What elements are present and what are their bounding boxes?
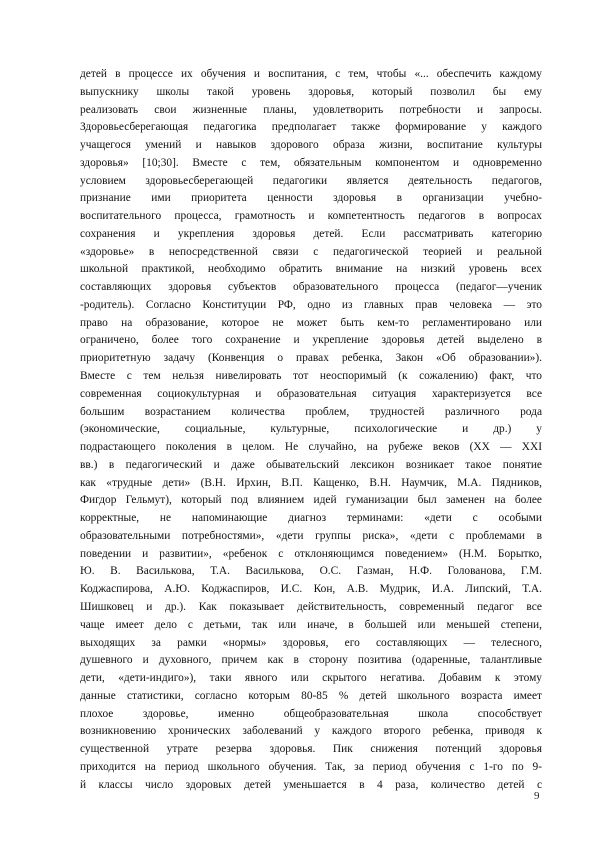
text-line: школьной практикой, необходимо обратить внимание на низкий уровень всех [80,263,542,276]
text-line: существенной утрате резерва здоровья. Пик снижения потенций здоровья [80,743,542,756]
text-line: подрастающего поколения в целом. Не случайно, на рубеже веков (XX — XXI [80,441,542,454]
text-line: современная социокультурная и образовательная ситуация характеризуется все [80,387,542,400]
text-line: воспитательного процесса, грамотность и компетентность педагогов в вопросах [80,210,542,223]
text-line: большим возрастанием количества проблем, трудностей различного рода [80,405,542,418]
body-paragraph [80,66,542,794]
text-line: образовательными потребностями», «дети группы риска», «дети с проблемами в [80,529,542,542]
text-line: (экономические, социальные, культурные, психологические и др.) у [80,423,542,436]
text-line: ограничено, более того сохранение и укрепление здоровья детей выделено в [80,334,542,347]
text-line: чаще имеет дело с детьми, так или иначе, в большей или меньшей степени, [80,618,542,631]
text-line: здоровья» [10;30]. Вместе с тем, обязательным компонентом и одновременно [80,156,542,169]
text-line: душевного и духовного, причем как в сторону позитива (одаренные, талантливые [80,654,542,667]
text-line: -родитель). Согласно Конституции РФ, одно из главных прав человека — это [80,298,542,311]
text-line: дети, «дети-индиго»), таки явного или скрытого негатива. Добавим к этому [80,672,542,685]
text-line: поведении и развитии», «ребенок с отклоняющимся поведением» (Н.М. Борытко, [80,547,542,560]
text-line: Ю. В. Василькова, Т.А. Василькова, О.С. Газман, Н.Ф. Голованова, Г.М. [80,565,542,578]
text-line: приходится на период школьного обучения. Так, за период обучения с 1-го по 9- [80,760,542,773]
text-line: Коджаспирова, А.Ю. Коджаспиров, И.С. Кон, А.В. Мудрик, И.А. Липский, Т.А. [80,583,542,596]
text-line: условием здоровьесберегающей педагогики является деятельность педагогов, [80,174,542,187]
text-line: сохранения и укрепления здоровья детей. Если рассматривать категорию [80,227,542,240]
text-line: как «трудные дети» (В.Н. Ирхин, В.П. Кащенко, В.Н. Наумчик, М.А. Пядников, [80,476,542,489]
text-line: вв.) в педагогический и даже обывательский лексикон возникает такое понятие [80,458,542,471]
text-line: Здоровьесберегающая педагогика предполагает также формирование у каждого [80,121,542,134]
text-line: Шишковец и др.). Как показывает действительность, современный педагог все [80,600,542,613]
text-line: составляющих здоровья субъектов образовательного процесса (педагог—ученик [80,281,542,294]
text-line: право на образование, которое не может быть кем-то регламентировано или [80,316,542,329]
text-line: выпускнику школы такой уровень здоровья, который позволил бы ему [80,85,542,98]
text-line: выходящих за рамки «нормы» здоровья, его составляющих — телесного, [80,636,542,649]
text-line: корректные, не напоминающие диагноз терминами: «дети с особыми [80,512,542,525]
page-number: 9 [534,790,540,802]
text-line: реализовать свои жизненные планы, удовлетворить потребности и запросы. [80,103,542,116]
text-line: Вместе с тем нельзя нивелировать тот неоспоримый (к сожалению) факт, что [80,370,542,383]
text-line: возникновению хронических заболеваний у каждого второго ребенка, приводя к [80,725,542,738]
text-line: учащегося умений и навыков здорового образа жизни, воспитание культуры [80,139,542,152]
text-line: «здоровье» в непосредственной связи с педагогической теорией и реальной [80,245,542,258]
text-line: приоритетную задачу (Конвенция о правах ребенка, Закон «Об образовании»). [80,352,542,365]
text-line: Фигдор Гельмут), который под влиянием идей гуманизации был заменен на более [80,494,542,507]
text-line: признание ими приоритета ценности здоровья в организации учебно- [80,192,542,205]
text-line: данные статистики, согласно которым 80-85 % детей школьного возраста имеет [80,689,542,702]
text-line: детей в процессе их обучения и воспитания, с тем, чтобы «... обеспечить каждому [80,68,542,80]
text-line: плохое здоровье, именно общеобразовательная школа способствует [80,707,542,720]
text-line: й классы число здоровых детей уменьшается в 4 раза, количество детей с [80,778,542,791]
